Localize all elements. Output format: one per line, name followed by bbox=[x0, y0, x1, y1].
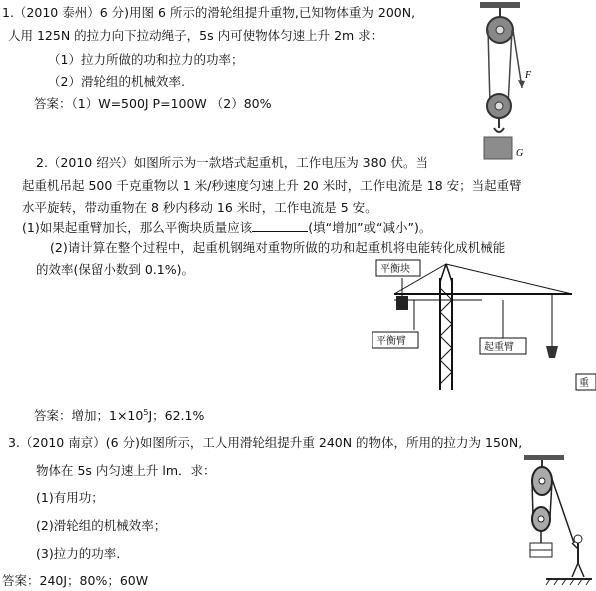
q3-line1: 3.（2010 南京）(6 分)如图所示，工人用滑轮组提升重 240N 的物体，所用的拉力为 150N, bbox=[8, 435, 523, 450]
q2-line2: 起重机吊起 500 千克重物以 1 米/秒速度匀速上升 20 米时，工作电流是 18 安；当起重臂 bbox=[22, 178, 522, 193]
q3-answer: 答案：240J；80%；60W bbox=[2, 573, 149, 588]
q1-line1: 1.（2010 泰州）6 分)用图 6 所示的滑轮组提升重物,已知物体重为 200N, bbox=[2, 5, 416, 20]
q2-line3: 水平旋转，带动重物在 8 秒内移动 16 米时，工作电流是 5 安。 bbox=[22, 200, 378, 215]
q2-sub2-line1: (2)请计算在整个过程中，起重机钢绳对重物所做的功和起重机将电能转化成机械能 bbox=[50, 240, 506, 255]
pulley-system-figure-1 bbox=[470, 0, 540, 165]
q2-answer-text: 答案：增加；1×10 bbox=[34, 408, 144, 424]
q1-sub1: （1）拉力所做的功和拉力的功率； bbox=[48, 52, 244, 67]
worker-pulley-figure bbox=[516, 455, 594, 589]
balance-arm-label: 平衡臂 bbox=[376, 336, 406, 347]
weight-label: G bbox=[516, 148, 524, 159]
load-label: 重 bbox=[579, 378, 589, 389]
q2-answer bbox=[34, 405, 204, 424]
q2-sub2-line2: 的效率(保留小数到 0.1%)。 bbox=[36, 262, 194, 277]
q1-answer: 答案：（1）W=500J P=100W （2）80% bbox=[34, 96, 272, 111]
tower-crane-figure bbox=[372, 258, 596, 398]
q1-line2: 人用 125N 的拉力向下拉动绳子，5s 内可使物体匀速上升 2m 求： bbox=[8, 28, 384, 43]
q3-sub2: (2)滑轮组的机械效率； bbox=[36, 518, 167, 533]
q1-sub2: （2）滑轮组的机械效率. bbox=[48, 74, 185, 89]
q3-sub1: (1)有用功； bbox=[36, 490, 104, 505]
q2-answer-exponent: 5 bbox=[143, 408, 149, 417]
q2-sub1-text: (1)如果起重臂加长，那么平衡块质量应该 bbox=[22, 220, 253, 235]
q3-sub3: (3)拉力的功率. bbox=[36, 546, 121, 561]
q2-sub1 bbox=[22, 220, 431, 236]
lifting-arm-label: 起重臂 bbox=[484, 342, 514, 353]
counterweight-label: 平衡块 bbox=[380, 264, 410, 275]
answer-blank bbox=[252, 220, 308, 232]
q2-sub1-hint: (填“增加”或“减小”)。 bbox=[308, 220, 432, 235]
force-label: F bbox=[525, 70, 532, 81]
q2-line1: 2.（2010 绍兴）如图所示为一款塔式起重机，工作电压为 380 伏。当 bbox=[36, 155, 429, 170]
q3-line2: 物体在 5s 内匀速上升 lm．求： bbox=[36, 463, 216, 478]
q2-answer-text-2: J；62.1% bbox=[148, 408, 205, 424]
